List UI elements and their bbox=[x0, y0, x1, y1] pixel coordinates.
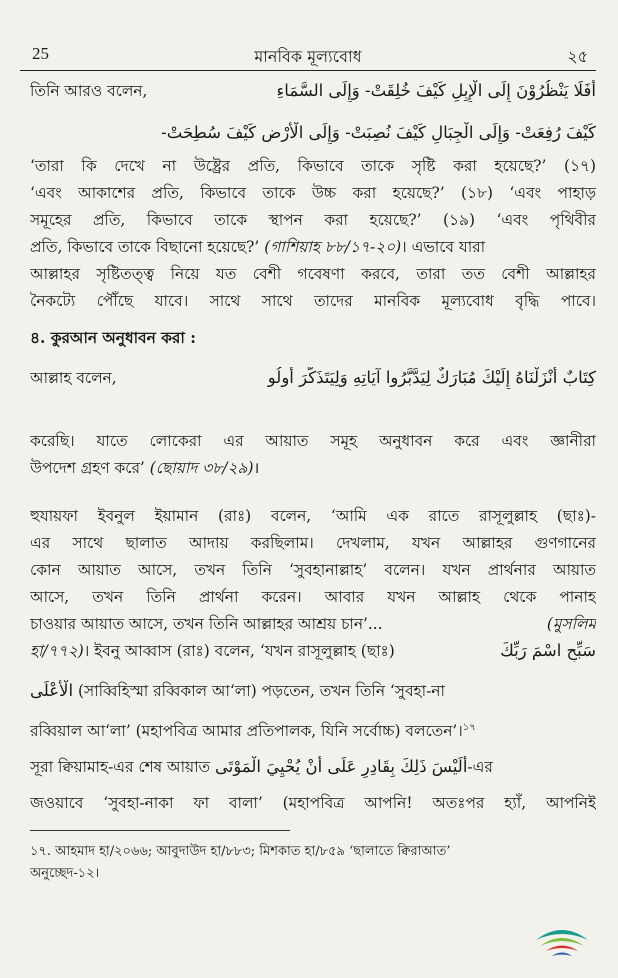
text-line-17 bbox=[30, 613, 596, 635]
text-line-2-arabic: كَيْفَ رُفِعَتْ- وَإِلَى الْجِبَالِ كَيْفَ نُصِبَتْ- وَإِلَى الْأَرْضِ كَيْفَ سُطِحَتْ- bbox=[161, 123, 596, 142]
citation: হা/৭৭২) bbox=[30, 642, 84, 660]
text-bn: । bbox=[253, 459, 260, 477]
footnote-marker[interactable]: ১৭ bbox=[462, 722, 476, 733]
section-heading: ৪. কুরআন অনুধাবন করা : bbox=[30, 329, 196, 347]
logo-blue-stroke bbox=[552, 953, 572, 957]
text-line-5: সমূহের প্রতি, কিভাবে তাকে স্থাপন করা হয়েছে?’ (১৯) ‘এবং পৃথিবীর bbox=[30, 211, 596, 229]
footnote-line-2: অনুচ্ছেদ-১২। bbox=[30, 866, 100, 881]
text-bn: । এভাবে যারা bbox=[401, 238, 486, 256]
text-line-21 bbox=[30, 756, 596, 778]
text-line-19 bbox=[30, 680, 596, 702]
arabic-verse: أَفَلَا يَنْظُرُوْنَ إِلَى الْإِبِلِ كَيْفَ خُلِقَتْ- وَإِلَى السَّمَاءِ bbox=[276, 81, 596, 100]
text-line-15: কোন আয়াত আসে, তখন তিনি ‘সুবহানাল্লাহ’ বলেন। যখন প্রার্থনার আয়াত bbox=[30, 561, 596, 579]
page-number-left: 25 bbox=[32, 44, 49, 63]
citation: (গাশিয়াহ ৮৮/১৭-২০) bbox=[264, 238, 402, 256]
logo-red-stroke bbox=[546, 946, 578, 952]
text-line-13: হুযায়ফা ইবনুল ইয়ামান (রাঃ) বলেন, ‘আমি এক রাতে রাসূলুল্লাহ (ছাঃ)- bbox=[30, 507, 596, 525]
text-line-3: ‘তারা কি দেখে না উষ্ট্রের প্রতি, কিভাবে তাকে সৃষ্টি করা হয়েছে?’ (১৭) bbox=[30, 157, 596, 175]
text-line-16: আসে, তখন তিনি প্রার্থনা করেন। আবার যখন আল্লাহ থেকে পানাহ bbox=[30, 588, 596, 606]
arabic-verse: أَلَيْسَ ذَلِكَ بِقَادِرٍ عَلَى أَنْ يُحْيِيَ الْمَوْتَى bbox=[215, 757, 468, 776]
logo-green-stroke bbox=[540, 938, 584, 946]
arabic-verse: الْأَعْلَى bbox=[30, 681, 74, 700]
text-bn: তিনি আরও বলেন, bbox=[30, 82, 148, 100]
text-bn: আল্লাহ বলেন, bbox=[30, 369, 117, 387]
text-line-8: নৈকট্যে পৌঁছে যাবে। সাথে সাথে তাদের মানবিক মূল্যবোধ বৃদ্ধি পাবে। bbox=[30, 292, 596, 310]
text-bn: (সাব্বিহিস্মা রব্বিকাল আ‘লা) পড়তেন, তখন তিনি ‘সুবহা-না bbox=[77, 682, 445, 700]
citation: (ছোয়াদ ৩৮/২৯) bbox=[149, 459, 254, 477]
page-header bbox=[20, 44, 596, 71]
arabic-verse: سَبِّحِ اسْمَ رَبِّكَ bbox=[500, 641, 596, 660]
publisher-logo-icon bbox=[532, 918, 592, 964]
page-number-right: ২৫ bbox=[567, 47, 588, 66]
text-line-14: এর সাথে ছালাত আদায় করছিলাম। দেখলাম, যখন আল্লাহর গুণগানের bbox=[30, 534, 596, 552]
text-bn: উপদেশ গ্রহণ করে’ bbox=[30, 459, 145, 477]
text-bn: রব্বিয়াল আ‘লা’ (মহাপবিত্র আমার প্রতিপালক, যিনি সর্বোচ্চ) বলতেন’। bbox=[30, 722, 463, 741]
text-line-18 bbox=[30, 640, 596, 662]
arabic-verse: كِتَابٌ أَنْزَلْنَاهُ إِلَيْكَ مُبَارَكٌ لِيَدَّبَّرُوا آيَاتِهِ وَلِيَتَذَكَّرَ أُولُو bbox=[267, 368, 596, 387]
text-line-7: আল্লাহর সৃষ্টিতত্ত্ব নিয়ে যত বেশী গবেষণা করবে, তারা তত বেশী আল্লাহর bbox=[30, 265, 596, 283]
text-bn: সূরা ক্বিয়ামাহ-এর শেষ আয়াত bbox=[30, 758, 211, 776]
text-line-22: জওয়াবে ‘সুবহা-নাকা ফা বালা’ (মহাপবিত্র আপনি! অতঃপর হ্যাঁ, আপনিই bbox=[30, 794, 596, 812]
text-line-1 bbox=[30, 80, 596, 102]
text-line-12 bbox=[30, 457, 596, 479]
text-line-20 bbox=[30, 717, 596, 742]
text-line-9 bbox=[30, 367, 596, 389]
text-bn: চাওয়ার আয়াত আসে, তখন তিনি আল্লাহর আশ্রয় চান’... bbox=[30, 615, 383, 633]
footnote-line-1: ১৭. আহমাদ হা/২০৬৬; আবুদাউদ হা/৮৮৩; মিশকাত হা/৮৫৯ ‘ছালাতে ক্বিরাআত’ bbox=[30, 844, 451, 859]
text-bn: প্রতি, কিভাবে তাকে বিছানো হয়েছে?’ bbox=[30, 238, 260, 256]
text-bn: -এর bbox=[467, 758, 493, 776]
running-title: মানবিক মূল্যবোধ bbox=[254, 47, 362, 66]
footnote-divider bbox=[30, 830, 290, 831]
citation: (মুসলিম bbox=[546, 615, 596, 633]
text-line-6 bbox=[30, 236, 596, 258]
text-bn: । ইবনু আব্বাস (রাঃ) বলেন, ‘যখন রাসূলুল্লাহ (ছাঃ) bbox=[83, 642, 395, 660]
text-line-4: ‘এবং আকাশের প্রতি, কিভাবে তাকে উচ্চ করা হয়েছে?’ (১৮) ‘এবং পাহাড় bbox=[30, 184, 596, 202]
text-line-11: করেছি। যাতে লোকেরা এর আয়াত সমূহ অনুধাবন করে এবং জ্ঞানীরা bbox=[30, 432, 596, 450]
